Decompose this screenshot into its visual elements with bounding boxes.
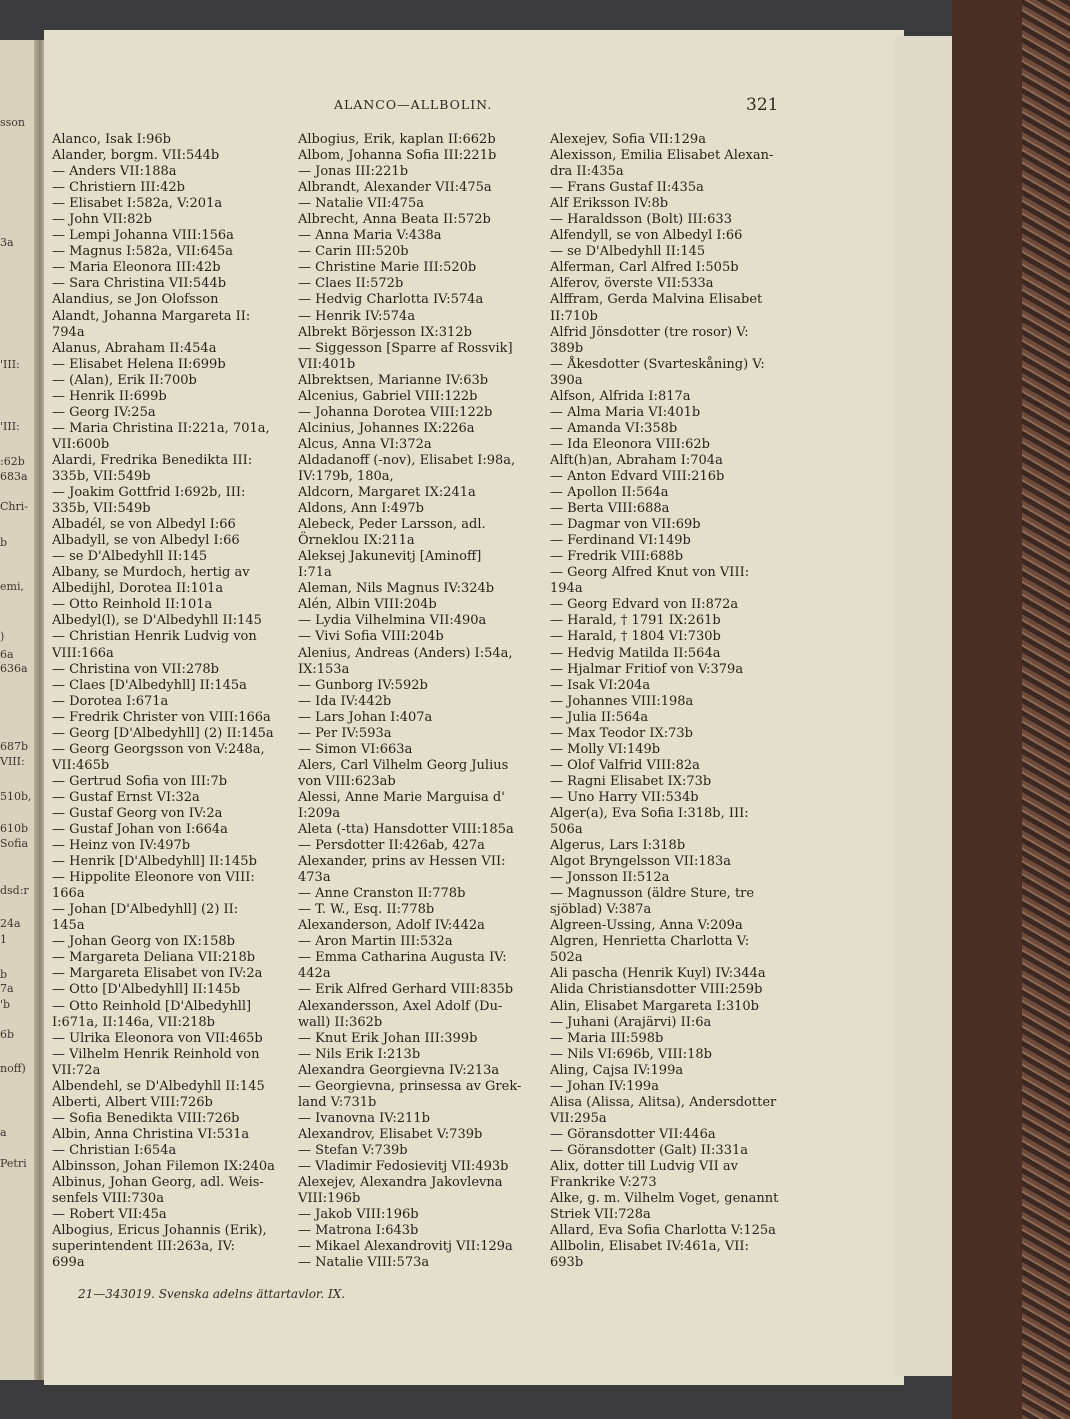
index-entry: — Otto Reinhold II:101a — [52, 597, 213, 613]
index-entry: Alexisson, Emilia Elisabet Alexan- — [550, 148, 774, 164]
index-entry: — Jonsson II:512a — [550, 870, 670, 886]
index-entry: Alexander, prins av Hessen VII: — [298, 854, 506, 870]
index-entry: Alandius, se Jon Olofsson — [52, 292, 219, 308]
index-entry: — Claes II:572b — [298, 276, 404, 292]
index-entry: Alebeck, Peder Larsson, adl. — [298, 517, 486, 533]
index-entry: Alin, Elisabet Margareta I:310b — [550, 998, 759, 1014]
index-entry: — Maria III:598b — [550, 1030, 664, 1046]
left-page-text-fragment: ) — [0, 630, 5, 643]
index-entry: — Emma Catharina Augusta IV: — [298, 950, 507, 966]
index-entry: Aldons, Ann I:497b — [298, 501, 424, 517]
index-entry: — Otto Reinhold [D'Albedyhll] — [52, 998, 252, 1014]
index-entry: — Henrik IV:574a — [298, 308, 416, 324]
index-entry: Aleta (-tta) Hansdotter VIII:185a — [298, 822, 514, 838]
index-entry: — Berta VIII:688a — [550, 501, 670, 517]
index-entry: Alcinius, Johannes IX:226a — [298, 420, 475, 436]
index-entry: — Dagmar von VII:69b — [550, 517, 701, 533]
index-entry: — Elisabet Helena II:699b — [52, 356, 226, 372]
index-entry: wall) II:362b — [298, 1014, 383, 1030]
index-entry: — Harald, † 1791 IX:261b — [550, 613, 721, 629]
index-entry: — Molly VI:149b — [550, 741, 661, 757]
index-entry: — Olof Valfrid VIII:82a — [550, 757, 700, 773]
left-page-text-fragment: 636a — [0, 662, 28, 675]
index-entry: VII:72a — [52, 1062, 101, 1078]
index-entry: — Hippolite Eleonore von VIII: — [52, 870, 255, 886]
index-entry: Alfrid Jönsdotter (tre rosor) V: — [550, 324, 749, 340]
index-entry: — Åkesdotter (Svarteskåning) V: — [550, 356, 765, 372]
index-entry: — Anna Maria V:438a — [298, 228, 442, 244]
index-entry: land V:731b — [298, 1094, 377, 1110]
index-entry: VIII:196b — [298, 1191, 361, 1207]
index-entry: — Per IV:593a — [298, 725, 392, 741]
index-entry: Algerus, Lars I:318b — [550, 838, 686, 854]
left-page-text-fragment: Chri- — [0, 500, 28, 513]
index-entry: 794a — [52, 324, 85, 340]
index-entry: Aleksej Jakunevitj [Aminoff] — [298, 549, 482, 565]
index-entry: Örneklou IX:211a — [298, 533, 415, 549]
left-page-text-fragment: b — [0, 968, 8, 981]
index-entry: II:710b — [550, 308, 598, 324]
left-page-text-fragment: 510b, — [0, 790, 32, 803]
index-entry: Frankrike V:273 — [550, 1175, 657, 1191]
index-entry: 389b — [550, 340, 584, 356]
index-entry: — Georg [D'Albedyhll] (2) II:145a — [52, 725, 274, 741]
index-entry: Allard, Eva Sofia Charlotta V:125a — [550, 1223, 776, 1239]
index-entry: — Fredrik VIII:688b — [550, 549, 684, 565]
index-entry: — Jakob VIII:196b — [298, 1207, 419, 1223]
index-entry: — Gustaf Georg von IV:2a — [52, 805, 223, 821]
left-page-text-fragment: 'b — [0, 998, 11, 1011]
index-entry: IV:179b, 180a, — [298, 468, 394, 484]
index-entry: Alers, Carl Vilhelm Georg Julius — [298, 757, 509, 773]
index-column-2 — [298, 132, 534, 1271]
index-entry: — Otto [D'Albedyhll] II:145b — [52, 982, 241, 998]
index-entry: Alanus, Abraham II:454a — [52, 340, 217, 356]
index-entry: Alberti, Albert VIII:726b — [52, 1094, 213, 1110]
index-entry: Alexanderson, Adolf IV:442a — [298, 918, 485, 934]
index-entry: VII:465b — [52, 757, 110, 773]
index-entry: — Aron Martin III:532a — [298, 934, 453, 950]
index-entry: — Gustaf Ernst VI:32a — [52, 789, 200, 805]
left-page-text-fragment: Petri — [0, 1157, 27, 1170]
page-number: 321 — [746, 95, 779, 115]
index-entry: Alffram, Gerda Malvina Elisabet — [550, 292, 763, 308]
index-entry: — Vladimir Fedosievitj VII:493b — [298, 1159, 509, 1174]
index-entry: Alferman, Carl Alfred I:505b — [550, 260, 739, 276]
index-entry: — Hedvig Matilda II:564a — [550, 645, 721, 661]
index-entry: Alcenius, Gabriel VIII:122b — [298, 388, 478, 404]
index-entry: VIII:166a — [52, 645, 114, 661]
index-entry: Alander, borgm. VII:544b — [52, 148, 220, 164]
index-entry: Alardi, Fredrika Benedikta III: — [52, 452, 253, 468]
index-entry: — Heinz von IV:497b — [52, 838, 191, 854]
index-entry: 693b — [550, 1255, 584, 1271]
index-entry: — Harald, † 1804 VI:730b — [550, 629, 721, 645]
index-entry: Albadél, se von Albedyl I:66 — [52, 517, 236, 533]
index-entry: — Hedvig Charlotta IV:574a — [298, 292, 484, 308]
index-entry: Albrandt, Alexander VII:475a — [298, 180, 492, 196]
index-entry: Allbolin, Elisabet IV:461a, VII: — [550, 1239, 749, 1255]
index-entry: 335b, VII:549b — [52, 501, 151, 517]
index-entry: — Nils Erik I:213b — [298, 1046, 421, 1062]
left-page-text-fragment: emi, — [0, 580, 24, 593]
index-entry: — Siggesson [Sparre af Rossvik] — [298, 340, 513, 356]
index-entry: — Matrona I:643b — [298, 1223, 419, 1239]
left-page-text-fragment: 687b — [0, 740, 29, 753]
index-entry: — Georg Edvard von II:872a — [550, 597, 739, 613]
index-entry: — Georgievna, prinsessa av Grek- — [298, 1078, 522, 1094]
index-entry: Alfendyll, se von Albedyl I:66 — [550, 228, 743, 244]
index-entry: — Uno Harry VII:534b — [550, 789, 699, 805]
index-entry: — Johannes VIII:198a — [550, 693, 694, 709]
index-entry: — Lydia Vilhelmina VII:490a — [298, 613, 487, 629]
index-entry: — Anton Edvard VIII:216b — [550, 468, 725, 484]
index-entry: I:671a, II:146a, VII:218b — [52, 1014, 215, 1030]
left-page-text-fragment: 1 — [0, 933, 7, 946]
index-entry: Algot Bryngelsson VII:183a — [550, 854, 731, 870]
index-entry: — Göransdotter (Galt) II:331a — [550, 1142, 748, 1158]
index-entry: — Elisabet I:582a, V:201a — [52, 196, 223, 212]
index-entry: Albrecht, Anna Beata II:572b — [298, 212, 491, 228]
index-entry: Alanco, Isak I:96b — [52, 132, 171, 147]
index-entry: Alferov, överste VII:533a — [550, 276, 714, 292]
left-page-text-fragment: VIII: — [0, 755, 25, 768]
index-entry: — Sara Christina VII:544b — [52, 276, 227, 292]
index-entry: Striek VII:728a — [550, 1207, 651, 1223]
index-entry: — Christian I:654a — [52, 1142, 177, 1158]
left-page-text-fragment: 'III: — [0, 358, 20, 371]
index-entry: — Christian Henrik Ludvig von — [52, 629, 257, 645]
index-entry: — Nils VI:696b, VIII:18b — [550, 1046, 712, 1062]
index-entry: — Maria Christina II:221a, 701a, — [52, 420, 270, 436]
index-entry: VII:600b — [52, 436, 110, 452]
index-entry: — Margareta Deliana VII:218b — [52, 950, 256, 966]
index-entry: senfels VIII:730a — [52, 1191, 164, 1207]
index-entry: dra II:435a — [550, 164, 624, 180]
left-page-text-fragment: 683a — [0, 470, 28, 483]
index-entry: — Juhani (Arajärvi) II:6a — [550, 1014, 712, 1030]
left-page-text-fragment: 610b — [0, 822, 29, 835]
index-entry: — Ragni Elisabet IX:73b — [550, 773, 712, 789]
index-entry: — Magnusson (äldre Sture, tre — [550, 886, 755, 902]
index-entry: — Christine Marie III:520b — [298, 260, 477, 276]
left-page-text-fragment: b — [0, 536, 8, 549]
index-entry: Albany, se Murdoch, hertig av — [52, 565, 250, 581]
index-entry: sjöblad) V:387a — [550, 902, 652, 918]
index-entry: — Natalie VIII:573a — [298, 1255, 430, 1271]
index-entry: von VIII:623ab — [298, 773, 396, 789]
index-entry: — se D'Albedyhll II:145 — [550, 244, 706, 260]
index-entry: — Margareta Elisabet von IV:2a — [52, 966, 263, 982]
index-entry: Algreen-Ussing, Anna V:209a — [550, 918, 743, 934]
index-column-1 — [52, 132, 284, 1271]
index-entry: Albrekt Börjesson IX:312b — [298, 324, 472, 340]
index-entry: — Knut Erik Johan III:399b — [298, 1030, 478, 1046]
index-entry: I:209a — [298, 805, 341, 821]
index-entry: — Persdotter II:426ab, 427a — [298, 838, 485, 854]
index-entry: — Ida Eleonora VIII:62b — [550, 436, 710, 452]
index-entry: Albedyl(l), se D'Albedyhll II:145 — [52, 613, 262, 629]
index-column-3 — [550, 132, 790, 1271]
index-entry: — T. W., Esq. II:778b — [298, 902, 435, 918]
left-page-edge — [0, 40, 38, 1380]
index-entry: — Isak VI:204a — [550, 677, 651, 693]
index-entry: — Lempi Johanna VIII:156a — [52, 228, 234, 244]
index-entry: — Vivi Sofia VIII:204b — [298, 629, 444, 645]
index-entry: — Georg Georgsson von V:248a, — [52, 741, 265, 757]
index-entry: — Alma Maria VI:401b — [550, 404, 701, 420]
index-entry: — Fredrik Christer von VIII:166a — [52, 709, 271, 725]
index-entry: — Mikael Alexandrovitj VII:129a — [298, 1239, 513, 1255]
index-entry: — Joakim Gottfrid I:692b, III: — [52, 485, 246, 501]
index-entry: Alfson, Alfrida I:817a — [550, 388, 691, 404]
left-page-text-fragment: 6a — [0, 648, 14, 661]
index-entry: 506a — [550, 822, 583, 838]
index-entry: — Gunborg IV:592b — [298, 677, 428, 693]
left-page-text-fragment: dsd:r — [0, 884, 29, 897]
index-entry: Albedijhl, Dorotea II:101a — [52, 581, 224, 597]
left-page-text-fragment: 3a — [0, 236, 14, 249]
index-entry: Albogius, Erik, kaplan II:662b — [298, 132, 496, 147]
index-entry: — Lars Johan I:407a — [298, 709, 433, 725]
index-entry: Alke, g. m. Vilhelm Voget, genannt — [550, 1191, 779, 1207]
index-entry: — Christiern III:42b — [52, 180, 185, 196]
index-entry: Ali pascha (Henrik Kuyl) IV:344a — [550, 966, 766, 982]
index-entry: Alft(h)an, Abraham I:704a — [550, 452, 723, 468]
index-entry: — Dorotea I:671a — [52, 693, 169, 709]
left-page-text-fragment: 6b — [0, 1028, 15, 1041]
index-entry: VII:295a — [550, 1110, 607, 1126]
index-entry: 166a — [52, 886, 85, 902]
index-entry: — Georg Alfred Knut von VIII: — [550, 565, 750, 581]
index-entry: 194a — [550, 581, 583, 597]
page-stack-edge — [895, 36, 955, 1376]
index-entry: 473a — [298, 870, 331, 886]
index-entry: — Claes [D'Albedyhll] II:145a — [52, 677, 247, 693]
left-page-text-fragment: :62b — [0, 455, 25, 468]
left-page-text-fragment: 24a — [0, 917, 21, 930]
page-footer: 21—343019. Svenska adelns ättartavlor. IX. — [78, 1287, 346, 1301]
index-entry: Alida Christiansdotter VIII:259b — [550, 982, 763, 998]
index-entry: IX:153a — [298, 661, 350, 677]
index-entry: — Maria Eleonora III:42b — [52, 260, 221, 276]
index-entry: Alexejev, Sofia VII:129a — [550, 132, 706, 147]
index-entry: — Max Teodor IX:73b — [550, 725, 693, 741]
index-entry: — Ferdinand VI:149b — [550, 533, 691, 549]
left-page-text-fragment: 'III: — [0, 420, 20, 433]
index-entry: — Gustaf Johan von I:664a — [52, 822, 228, 838]
index-entry: — John VII:82b — [52, 212, 152, 228]
index-entry: — Stefan V:739b — [298, 1142, 408, 1158]
index-entry: VII:401b — [298, 356, 356, 372]
index-entry: 335b, VII:549b — [52, 468, 151, 484]
index-entry: Albrektsen, Marianne IV:63b — [298, 372, 489, 388]
index-entry: — Christina von VII:278b — [52, 661, 219, 677]
index-entry: Alger(a), Eva Sofia I:318b, III: — [550, 805, 749, 821]
index-entry: — Carin III:520b — [298, 244, 409, 260]
index-entry: 145a — [52, 918, 85, 934]
index-entry: — Anne Cranston II:778b — [298, 886, 466, 902]
index-entry: — se D'Albedyhll II:145 — [52, 549, 208, 565]
index-entry: Aling, Cajsa IV:199a — [550, 1062, 684, 1078]
index-entry: — Robert VII:45a — [52, 1207, 167, 1223]
index-entry: — Johan IV:199a — [550, 1078, 659, 1094]
index-entry: — Natalie VII:475a — [298, 196, 424, 212]
index-entry: — Henrik [D'Albedyhll] II:145b — [52, 854, 257, 870]
index-entry: Alexandra Georgievna IV:213a — [298, 1062, 500, 1078]
index-entry: Aldadanoff (-nov), Elisabet I:98a, — [298, 452, 516, 468]
index-entry: Alenius, Andreas (Anders) I:54a, — [298, 645, 513, 661]
index-entry: — Frans Gustaf II:435a — [550, 180, 704, 196]
index-entry: — Anders VII:188a — [52, 164, 177, 180]
index-entry: — Erik Alfred Gerhard VIII:835b — [298, 982, 514, 998]
index-entry: Alcus, Anna VI:372a — [298, 436, 432, 452]
index-entry: 502a — [550, 950, 583, 966]
index-entry: Albinsson, Johan Filemon IX:240a — [52, 1159, 275, 1174]
index-entry: — Henrik II:699b — [52, 388, 167, 404]
index-entry: — Hjalmar Fritiof von V:379a — [550, 661, 744, 677]
left-page-text-fragment: Sofia — [0, 837, 29, 850]
index-entry: Albin, Anna Christina VI:531a — [52, 1126, 250, 1142]
index-entry: — Georg IV:25a — [52, 404, 156, 420]
index-entry: — Amanda VI:358b — [550, 420, 678, 436]
book-cover — [952, 0, 1070, 1419]
index-entry: Aleman, Nils Magnus IV:324b — [298, 581, 495, 597]
index-entry: — Ivanovna IV:211b — [298, 1110, 430, 1126]
index-entry: Alf Eriksson IV:8b — [550, 196, 669, 212]
index-entry: — Vilhelm Henrik Reinhold von — [52, 1046, 260, 1062]
index-entry: — Magnus I:582a, VII:645a — [52, 244, 234, 260]
left-page-text-fragment: 7a — [0, 982, 14, 995]
index-entry: Albendehl, se D'Albedyhll II:145 — [52, 1078, 265, 1094]
index-entry: — (Alan), Erik II:700b — [52, 372, 197, 388]
index-entry: — Ulrika Eleonora von VII:465b — [52, 1030, 263, 1046]
index-entry: 699a — [52, 1255, 85, 1271]
index-entry: 442a — [298, 966, 331, 982]
index-entry: — Simon VI:663a — [298, 741, 413, 757]
index-entry: — Johan Georg von IX:158b — [52, 934, 235, 950]
index-entry: superintendent III:263a, IV: — [52, 1239, 236, 1255]
index-entry: — Gertrud Sofia von III:7b — [52, 773, 228, 789]
index-entry: — Johan [D'Albedyhll] (2) II: — [52, 902, 239, 918]
index-entry: Alessi, Anne Marie Marguisa d' — [298, 789, 505, 805]
index-entry: Alexejev, Alexandra Jakovlevna — [298, 1175, 503, 1191]
left-page-text-fragment: a — [0, 1126, 7, 1139]
index-entry: — Ida IV:442b — [298, 693, 392, 709]
index-entry: Albogius, Ericus Johannis (Erik), — [52, 1223, 267, 1239]
index-entry: — Göransdotter VII:446a — [550, 1126, 716, 1142]
index-entry: — Haraldsson (Bolt) III:633 — [550, 212, 732, 228]
index-entry: Albom, Johanna Sofia III:221b — [298, 148, 497, 164]
index-entry: Albadyll, se von Albedyl I:66 — [52, 533, 240, 549]
index-entry: I:71a — [298, 565, 332, 581]
index-entry: Alandt, Johanna Margareta II: — [52, 308, 251, 324]
left-page-text-fragment: sson — [0, 116, 25, 129]
running-header: ALANCO—ALLBOLIN. — [334, 97, 493, 112]
index-entry: — Jonas III:221b — [298, 164, 409, 180]
index-entry: Aldcorn, Margaret IX:241a — [298, 485, 476, 501]
index-entry: — Julia II:564a — [550, 709, 649, 725]
index-entry: — Sofia Benedikta VIII:726b — [52, 1110, 240, 1126]
index-entry: Alén, Albin VIII:204b — [298, 597, 437, 613]
index-entry: Alexandrov, Elisabet V:739b — [298, 1126, 483, 1142]
index-entry: Alisa (Alissa, Alitsa), Andersdotter — [550, 1094, 777, 1110]
index-entry: — Johanna Dorotea VIII:122b — [298, 404, 493, 420]
index-entry: 390a — [550, 372, 583, 388]
index-entry: Alix, dotter till Ludvig VII av — [550, 1159, 738, 1174]
index-entry: Alexandersson, Axel Adolf (Du- — [298, 998, 503, 1014]
index-entry: Algren, Henrietta Charlotta V: — [550, 934, 750, 950]
index-entry: Albinus, Johan Georg, adl. Weis- — [52, 1175, 264, 1191]
index-entry: — Apollon II:564a — [550, 485, 669, 501]
left-page-text-fragment: noff) — [0, 1062, 26, 1075]
